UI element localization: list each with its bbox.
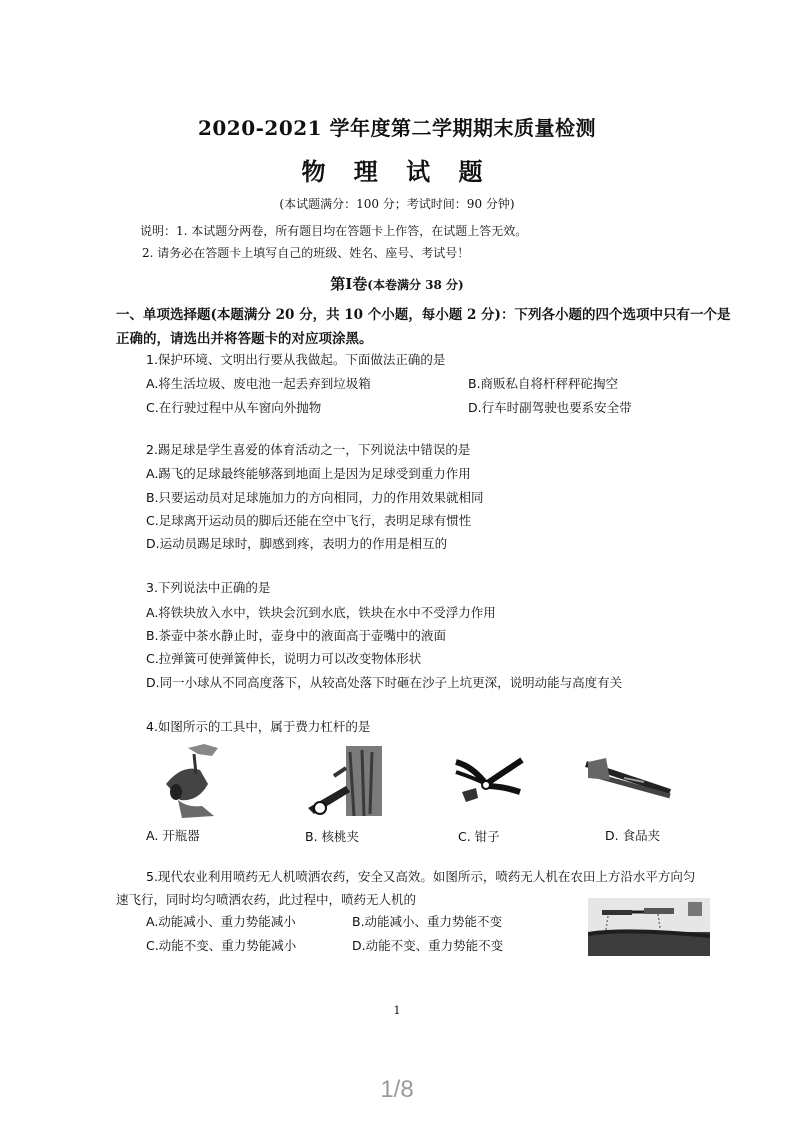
page-indicator: 1/8 xyxy=(380,1076,414,1103)
question-1-option-a: A.将生活垃圾、废电池一起丢弃到垃圾箱 xyxy=(146,376,371,391)
question-4-option-a: A. 开瓶器 xyxy=(146,828,200,843)
question-5-option-a: A.动能减小、重力势能减小 xyxy=(146,914,296,929)
question-2-option-b: B.只要运动员对足球施加力的方向相同，力的作用效果就相同 xyxy=(146,490,484,505)
section-title: 第Ⅰ卷 xyxy=(330,275,368,293)
section-intro-line1: 一、单项选择题(本题满分 20 分，共 10 个小题，每小题 2 分)：下列各小题的四个选项中只有一个是 xyxy=(116,307,731,323)
question-2-option-a: A.踢飞的足球最终能够落到地面上是因为足球受到重力作用 xyxy=(146,466,471,481)
question-1-stem: 1.保护环境、文明出行要从我做起。下面做法正确的是 xyxy=(146,352,446,367)
question-5-stem-line2: 速飞行，同时均匀喷洒农药，此过程中，喷药无人机的 xyxy=(116,892,417,907)
instruction-1: 说明：1. 本试题分两卷，所有题目均在答题卡上作答，在试题上答无效。 xyxy=(140,224,528,238)
question-4-option-d: D. 食品夹 xyxy=(605,828,661,843)
question-3-option-d: D.同一小球从不同高度落下，从较高处落下时砸在沙子上坑更深，说明动能与高度有关 xyxy=(146,675,623,690)
question-2-option-d: D.运动员踢足球时，脚感到疼，表明力的作用是相互的 xyxy=(146,536,448,551)
section-intro-line2: 正确的，请选出并将答题卡的对应项涂黑。 xyxy=(116,331,373,347)
question-1-option-c: C.在行驶过程中从车窗向外抛物 xyxy=(146,400,322,415)
question-3-option-b: B.茶壶中茶水静止时，壶身中的液面高于壶嘴中的液面 xyxy=(146,628,447,643)
question-5-stem-line1: 5.现代农业利用喷药无人机喷洒农药，安全又高效。如图所示，喷药无人机在农田上方沿水平方向匀 xyxy=(146,869,696,884)
question-1-option-b: B.商贩私自将杆秤秤砣掏空 xyxy=(468,376,619,391)
section-heading xyxy=(0,273,794,294)
question-1-option-d: D.行车时副驾驶也要系安全带 xyxy=(468,400,632,415)
subject-title: 物 理 试 题 xyxy=(301,157,493,186)
instruction-2: 2. 请务必在答题卡上填写自己的班级、姓名、座号、考试号！ xyxy=(142,246,470,260)
question-5-option-b: B.动能减小、重力势能不变 xyxy=(352,914,503,929)
question-3-option-a: A.将铁块放入水中，铁块会沉到水底，铁块在水中不受浮力作用 xyxy=(146,605,496,620)
question-2-stem: 2.踢足球是学生喜爱的体育活动之一，下列说法中错误的是 xyxy=(146,442,471,457)
exam-meta: (本试题满分：100 分；考试时间：90 分钟) xyxy=(279,197,515,211)
question-4-option-c: C. 钳子 xyxy=(458,829,500,844)
section-score: (本卷满分 38 分) xyxy=(367,278,464,292)
question-3-option-c: C.拉弹簧可使弹簧伸长，说明力可以改变物体形状 xyxy=(146,651,422,666)
question-5-option-c: C.动能不变、重力势能减小 xyxy=(146,938,297,953)
question-4-stem: 4.如图所示的工具中，属于费力杠杆的是 xyxy=(146,719,371,734)
nutcracker-figure xyxy=(306,746,386,818)
question-3-stem: 3.下列说法中正确的是 xyxy=(146,580,271,595)
question-4-option-b: B. 核桃夹 xyxy=(305,829,360,844)
exam-title: 2020-2021 学年度第二学期期末质量检测 xyxy=(197,116,597,140)
spray-drone-figure xyxy=(588,898,710,956)
food-tongs-figure xyxy=(584,752,674,808)
page-number: 1 xyxy=(393,1004,401,1017)
bottle-opener-figure xyxy=(158,744,224,820)
question-2-option-c: C.足球离开运动员的脚后还能在空中飞行，表明足球有惯性 xyxy=(146,513,472,528)
question-5-option-d: D.动能不变、重力势能不变 xyxy=(352,938,504,953)
pliers-figure xyxy=(452,752,526,816)
